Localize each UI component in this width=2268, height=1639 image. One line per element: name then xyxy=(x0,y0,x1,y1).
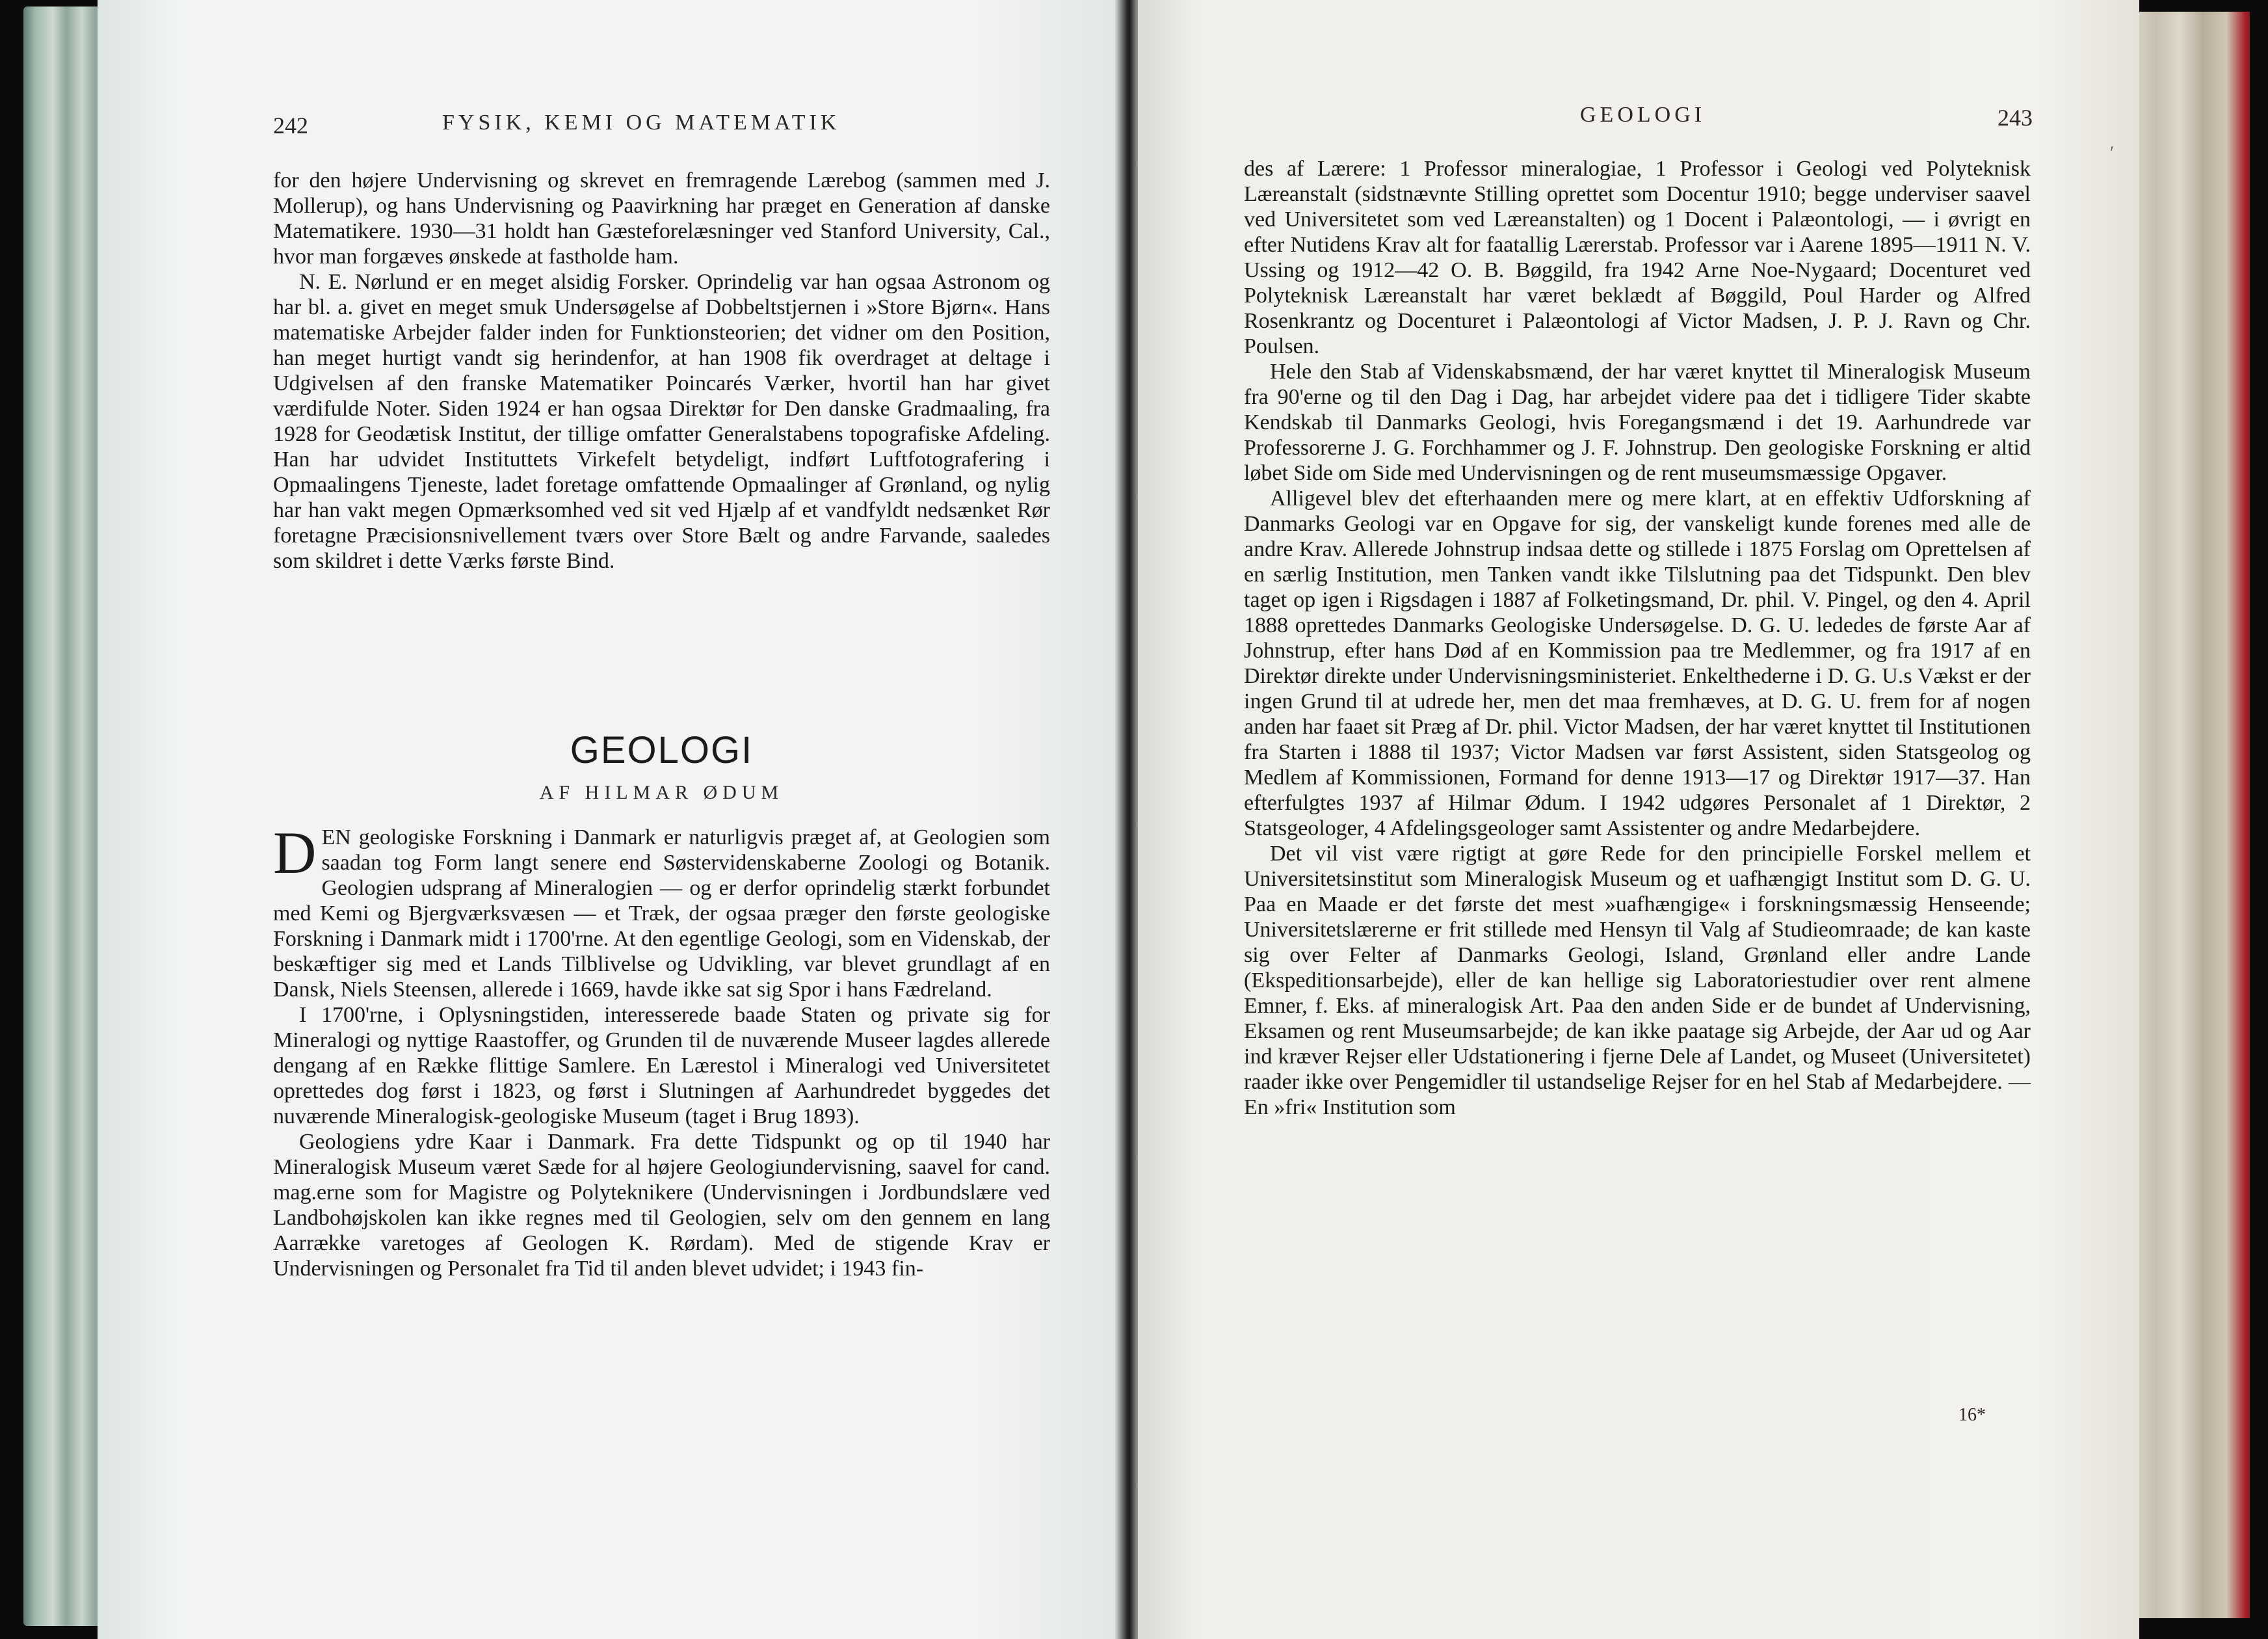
page-number: 243 xyxy=(1998,105,2033,131)
book-gutter xyxy=(1115,0,1141,1639)
left-page xyxy=(98,0,1118,1639)
paragraph: des af Lærere: 1 Professor mineralogiae, 1 Professor i Geologi ved Polyteknisk Læreanstalt (sidstnævnte Stilling oprettet som Docentur 1910; begge underviser saavel ved Universitetet som ved Læreanstalten) og 1 Docent i Palæontologi, — i øvrigt en efter Nutidens Krav alt for faatallig Lærerstab. Professor var i Aarene 1895—1911 N. V. Ussing og 1912—42 O. B. Bøggild, fra 1942 Arne Noe-Nygaard; Docenturet ved Polyteknisk Læreanstalt har været beklædt af Bøggild, Poul Harder og Alfred Rosenkrantz og Docenturet i Palæontologi af Victor Madsen, J. P. J. Ravn og Chr. Poulsen. xyxy=(1244,157,2031,358)
paragraph-with-dropcap xyxy=(273,820,1050,1002)
dropcap: D xyxy=(273,820,317,886)
paragraph: Geologiens ydre Kaar i Danmark. Fra dette Tidspunkt og op til 1940 har Mineralogisk Museum været Sæde for al højere Geologiundervisning, saavel for cand. mag.erne som for Magistre og Polyteknikere (Undervisningen i Jordbundslære ved Landbohøjskolen kan ikke regnes med til Geologien, selv om den gennem en lang Aarrække varetoges af Geologen K. Rørdam). Med de stigende Krav er Undervisningen og Personalet fra Tid til anden blevet udvidet; i 1943 fin- xyxy=(273,1130,1050,1281)
page-number: 242 xyxy=(273,113,308,139)
paragraph: for den højere Undervisning og skrevet en fremragende Lærebog (sammen med J. Mollerup), og hans Undervisning og Paavirkning har præget en Generation af danske Matematikere. 1930—31 holdt han Gæsteforelæsninger ved Stanford University, Cal., hvor man forgæves ønskede at fastholde ham. xyxy=(273,168,1050,269)
right-page-edges xyxy=(2133,12,2250,1618)
text-column-top xyxy=(273,168,1050,574)
text-column-section xyxy=(273,820,1050,1281)
right-page xyxy=(1138,0,2139,1639)
paragraph: Det vil vist være rigtigt at gøre Rede for den principielle Forskel mellem et Universitetsinstitut som Mineralogisk Museum og et uafhængigt Institut som D. G. U. Paa en Maade er det første det mest »uafhængige« i forskningsmæssig Henseende; Universitetslærerne er frit stillede med Hensyn til Valg af Studieomraade; de kan kaste sig over Felter af Danmarks Geologi, Island, Grønland eller andre Lande (Ekspeditionsarbejde), eller de kan hellige sig Laboratoriestudier over rent almene Emner, f. Eks. af mineralogisk Art. Paa den anden Side er de bundet af Undervisning, Eksamen og rent Museumsarbejde; de kan ikke paatage sig Arbejde, der Aar ud og Aar ind kræver Rejser eller Udstationering i fjerne Dele af Landet, og Museet (Universitetet) raader ikke over Pengemidler til ustandselige Rejser for en hel Stab af Medarbejdere. — En »fri« Institution som xyxy=(1244,842,2031,1119)
signature-mark: 16* xyxy=(1958,1405,1986,1425)
paragraph: N. E. Nørlund er en meget alsidig Forsker. Oprindelig var han ogsaa Astronom og har bl. a. givet en meget smuk Undersøgelse af Dobbeltstjernen i »Store Bjørn«. Hans matematiske Arbejder falder inden for Funktionsteorien; det vidner om den Position, han meget hurtigt vandt sig herindenfor, at han 1908 fik overdraget at deltage i Udgivelsen af den franske Matematiker Poincarés Værker, hvortil han har givet værdifulde Noter. Siden 1924 er han ogsaa Direktør for Den danske Gradmaaling, fra 1928 for Geodætisk Institut, der tillige omfatter Generalstabens topografiske Afdeling. Han har udvidet Instituttets Virkefelt betydeligt, indført Luftfotografering i Opmaalingens Tjeneste, ladet foretage omfattende Opmaalinger af Grønland, og nylig har han vakt megen Opmærksomhed ved sit ved Hjælp af et vandfyldt nedsænket Rør foretagne Præcisionsnivellement tværs over Store Bælt og andre Farvande, saaledes som skildret i dette Værks første Bind. xyxy=(273,270,1050,573)
section-title: GEOLOGI xyxy=(570,729,754,771)
running-head: FYSIK, KEMI OG MATEMATIK xyxy=(442,111,841,135)
paragraph: Alligevel blev det efterhaanden mere og mere klart, at en effektiv Udforskning af Danmarks Geologi var en Opgave for sig, der vanskeligt kunde forenes med alle de andre Krav. Allerede Johnstrup indsaa dette og stillede i 1875 Forslag om Oprettelsen af en særlig Institution, men Tanken vandt ikke Tilslutning paa det Tidspunkt. Den blev taget op igen i Rigsdagen i 1887 af Folketingsmand, Dr. phil. V. Pingel, og den 4. April 1888 oprettedes Danmarks Geologiske Undersøgelse. D. G. U. lededes de første Aar af Johnstrup, efter hans Død af en Kommission paa tre Medlemmer, og fra 1917 af en Direktør direkte under Undervisningsministeriet. Enkelthederne i D. G. U.s Vækst er der ingen Grund til at udrede her, men det maa fremhæves, at D. G. U. frem for af nogen anden har faaet sit Præg af Dr. phil. Victor Madsen, der har været knyttet til Institutionen fra Starten i 1888 til 1937; Victor Madsen var først Assistent, siden Statsgeolog og Medlem af Kommissionen, Formand for denne 1913—17 og Direktør 1917—37. Han efterfulgtes 1937 af Hilmar Ødum. I 1942 udgøres Personalet af 1 Direktør, 2 Statsgeologer, 4 Afdelingsgeologer samt Assistenter og andre Medarbejdere. xyxy=(1244,486,2031,840)
paragraph-text: EN geologiske Forskning i Danmark er naturligvis præget af, at Geologien som saadan tog Form langt senere end Søstervidenskaberne Zoologi og Botanik. Geologien udsprang af Mineralogien — og er derfor oprindelig stærkt forbundet med Kemi og Bjergværksvæsen — et Træk, der ogsaa præger den første geologiske Forskning i Danmark midt i 1700'rne. At den egentlige Geologi, som en Videnskab, der beskæftiger sig med et Lands Tilblivelse og Udvikling, var blevet grundlagt af en Dansk, Niels Steensen, allerede i 1669, havde ikke sat sig Spor i hans Fædreland. xyxy=(273,825,1050,1002)
margin-pencil-mark: ʹ xyxy=(2110,143,2115,163)
paragraph: Hele den Stab af Videnskabsmænd, der har været knyttet til Mineralogisk Museum fra 90'erne og til den Dag i Dag, har arbejdet videre paa det i tidligere Tider skabte Kendskab til Danmarks Geologi, hvis Foregangsmænd i det 19. Aarhundrede var Professorerne J. G. Forchhammer og J. F. Johnstrup. Den geologiske Forskning er altid løbet Side om Side med Undervisningen og de rent museumsmæssige Opgaver. xyxy=(1244,360,2031,485)
text-column xyxy=(1244,156,2031,1120)
running-head: GEOLOGI xyxy=(1580,103,1706,127)
section-byline: AF HILMAR ØDUM xyxy=(539,782,784,803)
paragraph: I 1700'rne, i Oplysningstiden, interesserede baade Staten og private sig for Mineralogi og nyttige Raastoffer, og Grunden til de nuværende Museer lagdes allerede dengang af en Række flittige Samlere. En Lærestol i Mineralogi ved Universitetet oprettedes dog først i 1823, og først i Slutningen af Aarhundredet byggedes det nuværende Mineralogisk-geologiske Museum (taget i Brug 1893). xyxy=(273,1003,1050,1128)
